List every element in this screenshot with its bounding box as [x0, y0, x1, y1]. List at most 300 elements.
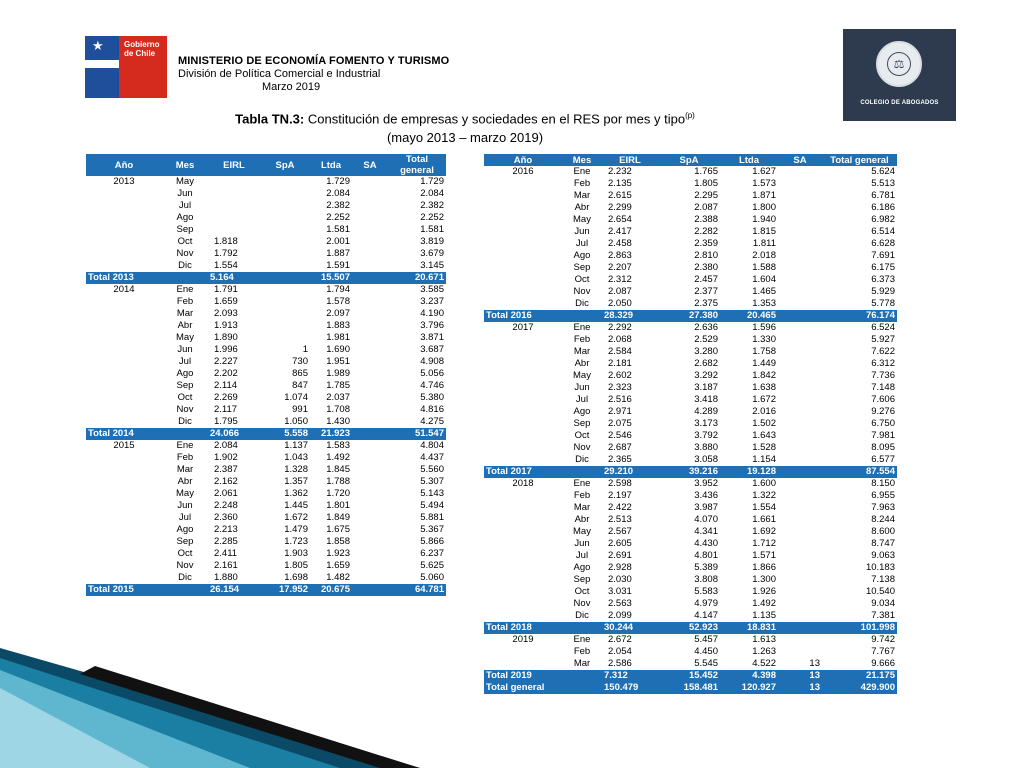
cell-eirl: 2.093: [214, 308, 238, 319]
cell-ano: [86, 536, 162, 548]
cell-ano: [484, 574, 562, 586]
cell-ltda: 2.016: [752, 406, 776, 417]
cell-ltda: 1.981: [326, 332, 350, 343]
cell-total-general: 5.927: [871, 334, 895, 345]
cell-sa: [352, 332, 388, 344]
cell-sa: [778, 538, 822, 550]
cell-eirl: 2.099: [608, 610, 632, 621]
cell-ltda: 1.604: [752, 274, 776, 285]
cell-ano: [484, 490, 562, 502]
cell-ano: [484, 430, 562, 442]
cell-total-general: 5.513: [871, 178, 895, 189]
cell-ltda: 21.923: [310, 428, 352, 440]
division-name: División de Política Comercial e Industrial: [178, 68, 381, 80]
cell-ano: [484, 202, 562, 214]
cell-total-general: 9.276: [871, 406, 895, 417]
ministry-name: MINISTERIO DE ECONOMÍA FOMENTO Y TURISMO: [178, 55, 450, 67]
cell-eirl: 2.197: [608, 490, 632, 501]
cell-ltda: 15.507: [310, 272, 352, 284]
cell-spa: 17.952: [260, 584, 310, 596]
cell-spa: 3.187: [694, 382, 718, 393]
cell-mes: Dic: [178, 260, 192, 271]
cell-ano: [86, 392, 162, 404]
cell-ltda: 1.613: [752, 634, 776, 645]
cell-total-general: 6.577: [871, 454, 895, 465]
table-row: [86, 404, 446, 416]
cell-eirl: 2.928: [608, 562, 632, 573]
cell-spa: 2.457: [694, 274, 718, 285]
cell-mes: Jul: [178, 512, 192, 523]
cell-ano: Total 2018: [484, 622, 562, 634]
table-row: [86, 488, 446, 500]
cell-mes: Oct: [574, 274, 590, 285]
cell-sa: [352, 572, 388, 584]
cell-ano: [484, 214, 562, 226]
cell-eirl: 1.659: [214, 296, 238, 307]
cell-sa: [778, 478, 822, 490]
cell-ltda: 1.322: [752, 490, 776, 501]
cell-ltda: 1.940: [752, 214, 776, 225]
cell-ano: [86, 200, 162, 212]
cell-ltda: 1.135: [752, 610, 776, 621]
cell-ltda: 1.811: [752, 238, 776, 249]
cell-total-general: 6.750: [871, 418, 895, 429]
table-row: [484, 394, 897, 406]
cell-eirl: 2.598: [608, 478, 632, 489]
cell-ano: [86, 476, 162, 488]
cell-total-general: 8.095: [871, 442, 895, 453]
table-row: [484, 454, 897, 466]
table-row: [484, 226, 897, 238]
table-total-row: [484, 310, 897, 322]
cell-spa: [260, 176, 310, 188]
cell-eirl: 2.292: [608, 322, 632, 333]
table-row: [86, 344, 446, 356]
cell-ano: [86, 380, 162, 392]
table-row: [86, 224, 446, 236]
cell-total-general: 7.622: [871, 346, 895, 357]
gov-logo-text: Gobierno de Chile: [124, 40, 160, 58]
cell-total-general: 2.084: [420, 188, 444, 199]
cell-ano: [484, 538, 562, 550]
cell-sa: [778, 310, 822, 322]
cell-eirl: 2.605: [608, 538, 632, 549]
cell-spa: 1.043: [284, 452, 308, 463]
cell-sa: 13: [809, 658, 820, 669]
cell-ltda: 1.571: [752, 550, 776, 561]
cell-ltda: 1.554: [752, 502, 776, 513]
cell-eirl: 2.213: [214, 524, 238, 535]
cell-eirl: 2.117: [214, 404, 238, 415]
cell-sa: [778, 178, 822, 190]
cell-eirl: 5.164: [208, 272, 260, 284]
cell-eirl: 2.084: [214, 440, 238, 451]
cell-eirl: 2.546: [608, 430, 632, 441]
cell-ltda: 1.581: [326, 224, 350, 235]
cell-total-general: 5.624: [871, 166, 895, 177]
cell-eirl: 2.863: [608, 250, 632, 261]
cell-eirl: 2.567: [608, 526, 632, 537]
cell-sa: [352, 344, 388, 356]
cell-eirl: 2.050: [608, 298, 632, 309]
cell-sa: [778, 190, 822, 202]
cell-mes: Sep: [573, 574, 591, 585]
cell-sa: 13: [778, 670, 822, 682]
cell-ltda: 1.788: [326, 476, 350, 487]
cell-eirl: [208, 212, 260, 224]
cell-sa: [778, 166, 822, 178]
cell-spa: 1.672: [284, 512, 308, 523]
cell-eirl: [208, 188, 260, 200]
cell-ltda: 1.794: [326, 284, 350, 295]
cell-mes: Sep: [176, 224, 194, 235]
cell-eirl: 1.554: [214, 260, 238, 271]
cell-spa: 1: [302, 344, 308, 355]
cell-mes: Sep: [176, 380, 194, 391]
cell-sa: [352, 272, 388, 284]
cell-ano: [86, 464, 162, 476]
cell-eirl: 2.411: [214, 548, 238, 559]
cell-spa: 5.389: [694, 562, 718, 573]
cell-sa: [352, 488, 388, 500]
table-total-row: [484, 670, 897, 682]
cell-mes: Ago: [176, 368, 194, 379]
cell-eirl: 3.031: [608, 586, 632, 597]
cell-ano: [484, 178, 562, 190]
cell-mes: Dic: [575, 298, 589, 309]
cell-ltda: 1.583: [326, 440, 350, 451]
cell-ltda: 1.492: [752, 598, 776, 609]
table-row: [484, 442, 897, 454]
cell-spa: 1.805: [694, 178, 718, 189]
col-header-ano: Año: [484, 154, 562, 166]
cell-mes: Mar: [573, 346, 591, 357]
cell-mes: Mar: [176, 464, 194, 475]
table-row: [86, 296, 446, 308]
table-row: [484, 430, 897, 442]
cell-sa: [778, 274, 822, 286]
table-row: [484, 298, 897, 310]
cell-spa: [260, 248, 310, 260]
cell-total-general: 9.742: [871, 634, 895, 645]
cell-total-general: 76.174: [822, 310, 897, 322]
cell-total-general: 6.781: [871, 190, 895, 201]
table-row: [484, 358, 897, 370]
cell-ltda: 20.675: [310, 584, 352, 596]
table-row: [484, 334, 897, 346]
cell-ltda: 4.522: [752, 658, 776, 669]
cell-total-general: 5.494: [420, 500, 444, 511]
cell-spa: [260, 296, 310, 308]
col-header-ano: Año: [86, 154, 162, 176]
cell-sa: [778, 226, 822, 238]
cell-ano: [484, 370, 562, 382]
cell-mes: [562, 682, 602, 694]
cell-total-general: 6.524: [871, 322, 895, 333]
cell-total-general: 9.666: [871, 658, 895, 669]
cell-mes: Mar: [573, 502, 591, 513]
cell-total-general: 6.628: [871, 238, 895, 249]
cell-spa: 1.805: [284, 560, 308, 571]
cell-ltda: 1.690: [326, 344, 350, 355]
cell-eirl: 2.162: [214, 476, 238, 487]
table-row: [86, 248, 446, 260]
cell-ltda: 18.831: [720, 622, 778, 634]
cell-eirl: 2.299: [608, 202, 632, 213]
cell-ltda: 1.883: [326, 320, 350, 331]
cell-mes: Ago: [573, 250, 591, 261]
cell-eirl: 2.654: [608, 214, 632, 225]
table-row: [484, 610, 897, 622]
cell-eirl: 2.584: [608, 346, 632, 357]
cell-sa: [778, 526, 822, 538]
cell-spa: 3.436: [694, 490, 718, 501]
cell-ltda: 1.801: [326, 500, 350, 511]
cell-total-general: 3.585: [420, 284, 444, 295]
cell-ltda: 1.588: [752, 262, 776, 273]
cell-eirl: 2.615: [608, 190, 632, 201]
cell-spa: 3.280: [694, 346, 718, 357]
table-row: [86, 536, 446, 548]
table-row: [484, 286, 897, 298]
cell-spa: 1.050: [284, 416, 308, 427]
cell-mes: Oct: [574, 586, 590, 597]
cell-sa: [352, 548, 388, 560]
cell-sa: [352, 308, 388, 320]
cell-mes: Feb: [176, 296, 194, 307]
cell-spa: 2.087: [694, 202, 718, 213]
cell-eirl: 2.114: [214, 380, 238, 391]
cell-mes: Oct: [177, 548, 193, 559]
cell-total-general: 5.560: [420, 464, 444, 475]
cell-sa: [352, 452, 388, 464]
table-row: [484, 526, 897, 538]
cell-total-general: 7.148: [871, 382, 895, 393]
cell-ltda: 1.353: [752, 298, 776, 309]
cell-eirl: 26.154: [208, 584, 260, 596]
cell-ano: [86, 548, 162, 560]
cell-ano: 2016: [512, 166, 534, 177]
cell-total-general: 5.143: [420, 488, 444, 499]
cell-ano: [484, 418, 562, 430]
cell-spa: 4.289: [694, 406, 718, 417]
cell-spa: 2.377: [694, 286, 718, 297]
table-row: [484, 214, 897, 226]
col-header-mes: Mes: [562, 154, 602, 166]
cell-ltda: 1.573: [752, 178, 776, 189]
table-title: [150, 106, 780, 147]
cell-ltda: 1.465: [752, 286, 776, 297]
cell-spa: [260, 332, 310, 344]
cell-total-general: 8.600: [871, 526, 895, 537]
col-header-eirl: EIRL: [208, 154, 260, 176]
cell-mes: Ago: [573, 406, 591, 417]
cell-mes: [162, 584, 208, 596]
table-total-row: [484, 622, 897, 634]
cell-sa: [778, 418, 822, 430]
cell-sa: [352, 464, 388, 476]
cell-mes: Nov: [573, 442, 591, 453]
cell-ltda: 1.154: [752, 454, 776, 465]
cell-eirl: 2.075: [608, 418, 632, 429]
cell-spa: 1.765: [694, 166, 718, 177]
cell-total-general: 9.063: [871, 550, 895, 561]
cell-spa: 39.216: [658, 466, 720, 478]
cell-mes: Abr: [574, 358, 590, 369]
cell-ano: [484, 382, 562, 394]
cell-ano: [484, 646, 562, 658]
cell-total-general: 4.816: [420, 404, 444, 415]
cell-mes: May: [573, 526, 591, 537]
cell-mes: May: [573, 370, 591, 381]
cell-mes: Feb: [573, 490, 591, 501]
table-row: [86, 452, 446, 464]
cell-mes: Ene: [573, 166, 591, 177]
col-header-eirl: EIRL: [602, 154, 658, 166]
cell-mes: Abr: [177, 476, 193, 487]
cell-eirl: 2.387: [214, 464, 238, 475]
cell-spa: [260, 188, 310, 200]
cell-mes: Jun: [574, 382, 590, 393]
cell-total-general: 6.186: [871, 202, 895, 213]
cell-spa: 3.058: [694, 454, 718, 465]
cell-eirl: 2.087: [608, 286, 632, 297]
cell-mes: May: [176, 332, 194, 343]
cell-mes: Mar: [176, 308, 194, 319]
cell-spa: 4.430: [694, 538, 718, 549]
cell-spa: 3.987: [694, 502, 718, 513]
table-row: [484, 202, 897, 214]
cell-mes: Mar: [573, 190, 591, 201]
cell-eirl: 1.996: [214, 344, 238, 355]
cell-sa: [778, 214, 822, 226]
cell-sa: [352, 476, 388, 488]
cell-total-general: 6.955: [871, 490, 895, 501]
table-row: [484, 346, 897, 358]
cell-ltda: 1.661: [752, 514, 776, 525]
table-row: [484, 370, 897, 382]
cell-total-general: 7.981: [871, 430, 895, 441]
cell-spa: 4.147: [694, 610, 718, 621]
cell-ltda: 1.430: [326, 416, 350, 427]
cell-sa: [352, 512, 388, 524]
cell-ltda: 2.018: [752, 250, 776, 261]
cell-total-general: 6.175: [871, 262, 895, 273]
cell-sa: [778, 394, 822, 406]
table-row: [86, 236, 446, 248]
cell-total-general: 3.687: [420, 344, 444, 355]
cell-mes: Ene: [176, 284, 194, 295]
table-left: [86, 154, 446, 596]
table-id: Tabla TN.3:: [235, 111, 305, 127]
cell-total-general: 5.367: [420, 524, 444, 535]
cell-spa: 2.375: [694, 298, 718, 309]
cell-mes: Ene: [573, 634, 591, 645]
cell-mes: Ago: [176, 524, 194, 535]
table-row: [484, 190, 897, 202]
cell-eirl: 28.329: [602, 310, 658, 322]
cell-ltda: 1.596: [752, 322, 776, 333]
table-row: [484, 598, 897, 610]
table-row: [86, 332, 446, 344]
cell-ano: [484, 454, 562, 466]
cell-eirl: 2.068: [608, 334, 632, 345]
cell-sa: [352, 560, 388, 572]
cell-spa: 1.074: [284, 392, 308, 403]
cell-ltda: 1.720: [326, 488, 350, 499]
cell-spa: [260, 260, 310, 272]
cell-sa: [352, 200, 388, 212]
cell-ltda: 4.398: [720, 670, 778, 682]
cell-spa: 865: [292, 368, 308, 379]
cell-spa: 2.282: [694, 226, 718, 237]
cell-total-general: 5.060: [420, 572, 444, 583]
table-total-row: [484, 466, 897, 478]
cell-ltda: 2.084: [326, 188, 350, 199]
cell-ltda: 20.465: [720, 310, 778, 322]
cell-eirl: 30.244: [602, 622, 658, 634]
table-row: [86, 356, 446, 368]
cell-spa: 3.792: [694, 430, 718, 441]
cell-ltda: 1.708: [326, 404, 350, 415]
cell-ano: [484, 502, 562, 514]
cell-ano: [484, 190, 562, 202]
cell-sa: [778, 610, 822, 622]
cell-spa: 4.070: [694, 514, 718, 525]
cell-ltda: 1.785: [326, 380, 350, 391]
col-header-sa: SA: [778, 154, 822, 166]
table-row: [484, 322, 897, 334]
cell-eirl: 2.586: [608, 658, 632, 669]
cell-ano: [484, 514, 562, 526]
cell-ano: [86, 236, 162, 248]
cell-sa: [778, 358, 822, 370]
cell-sa: [352, 212, 388, 224]
cell-sa: [352, 356, 388, 368]
cell-sa: [778, 562, 822, 574]
cell-total-general: 6.982: [871, 214, 895, 225]
cell-mes: Nov: [573, 286, 591, 297]
table-row: [484, 646, 897, 658]
cell-mes: Feb: [176, 452, 194, 463]
cell-mes: Oct: [177, 392, 193, 403]
cell-eirl: 2.323: [608, 382, 632, 393]
cell-ltda: 2.097: [326, 308, 350, 319]
cell-total-general: 7.138: [871, 574, 895, 585]
cell-eirl: 2.312: [608, 274, 632, 285]
table-row: [484, 166, 897, 178]
cell-spa: 2.529: [694, 334, 718, 345]
cell-spa: 3.292: [694, 370, 718, 381]
cell-eirl: 150.479: [602, 682, 658, 694]
cell-ano: [86, 524, 162, 536]
cell-ltda: 1.492: [326, 452, 350, 463]
cell-total-general: 3.796: [420, 320, 444, 331]
cell-total-general: 5.056: [420, 368, 444, 379]
cell-eirl: [208, 224, 260, 236]
cell-spa: 2.636: [694, 322, 718, 333]
cell-eirl: 2.417: [608, 226, 632, 237]
table-row: [484, 418, 897, 430]
cell-mes: Feb: [573, 334, 591, 345]
cell-spa: [260, 236, 310, 248]
table-row: [86, 284, 446, 296]
cell-ano: [484, 442, 562, 454]
cell-mes: Jun: [177, 500, 193, 511]
cell-eirl: 1.792: [214, 248, 238, 259]
cell-ano: [86, 296, 162, 308]
table-title-text: Constitución de empresas y sociedades en el RES por mes y tipo: [304, 111, 686, 127]
